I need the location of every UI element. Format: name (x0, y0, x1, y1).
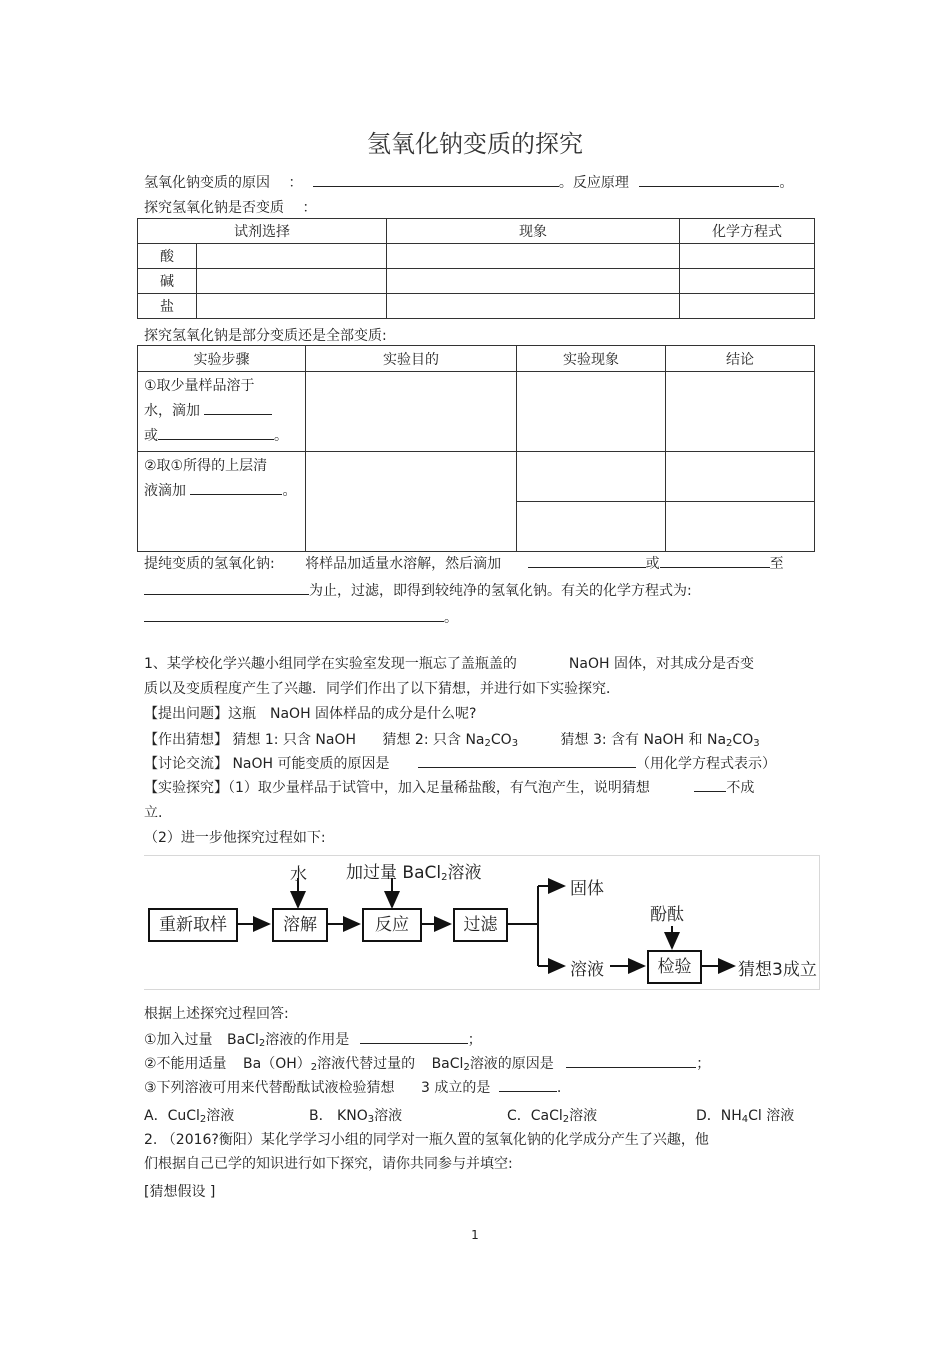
answer-1-a: ①加入过量 (144, 1032, 213, 1048)
sub: 2 (310, 1062, 318, 1073)
blank-step1-b (158, 426, 274, 440)
page-title: 氢氧化钠变质的探究 (367, 130, 583, 158)
section2-heading: 探究氢氧化钠是部分变质还是全部变质: (144, 328, 387, 344)
intro-line-2 (144, 197, 316, 217)
flow-diagram (144, 855, 820, 990)
q1-line-8: （2）进一步他探究过程如下: (144, 830, 326, 846)
step-2-text: 液滴加 (144, 483, 186, 499)
blank-answer-1 (360, 1030, 468, 1044)
answer-1-d: 溶液的作用是 (265, 1032, 350, 1048)
q2-line-2: 们根据自己已学的知识进行如下探究，请你共同参与并填空: (144, 1156, 513, 1172)
intro-text: 氢氧化钠变质的原因 (144, 175, 270, 191)
purify-end: 。 (444, 610, 458, 626)
header-step: 实验步骤 (138, 346, 306, 372)
blank-guess (694, 778, 726, 792)
intro-colon: ： (288, 175, 303, 191)
test-table (137, 218, 815, 319)
q1-text-b: NaOH 固体，对其成分是否变 (568, 656, 754, 672)
cell-empty (666, 372, 815, 452)
purify-to: 至 (769, 556, 784, 572)
cell-empty (306, 372, 517, 452)
q1-line-6 (144, 777, 754, 797)
answer-3-a: ③下列溶液可用来代替酚酞试液检验猜想 (144, 1080, 395, 1096)
step-1-or: 或 (144, 428, 158, 444)
guess-1: 【作出猜想】 猜想 1: 只含 NaOH (144, 732, 357, 748)
answers-intro: 根据上述探究过程回答: (144, 1006, 289, 1022)
answer-2 (144, 1053, 710, 1073)
step-1-line-3 (144, 424, 299, 449)
sub: 2 (441, 872, 448, 883)
blank-purify-eq (144, 608, 444, 622)
box-filter: 过滤 (453, 908, 508, 942)
sub: 3 (753, 738, 760, 749)
label-phenol: 酚酞 (650, 905, 684, 925)
experiment-1: 【实验探究】（1）取少量样品于试管中，加入足量稀盐酸，有气泡产生，说明猜想 (144, 780, 650, 796)
cell-empty (387, 294, 680, 319)
box-resample: 重新取样 (148, 908, 238, 942)
row-base: 碱 (138, 269, 197, 294)
q1-text: 1、某学校化学兴趣小组同学在实验室发现一瓶忘了盖瓶盖的 (144, 656, 517, 672)
answer-2-b: Ba（OH） (243, 1056, 311, 1072)
intro-text-2: 探究氢氧化钠是否变质 (144, 200, 284, 216)
intro-end: 。 (779, 175, 794, 191)
option-b-text: B． KNO (309, 1108, 368, 1124)
bacl2-tail: 溶液 (447, 863, 482, 883)
guess-3-b: CO (732, 732, 754, 748)
option-b-tail: 溶液 (374, 1108, 403, 1124)
option-a[interactable] (144, 1105, 234, 1125)
q2-line-3: [猜想假设 ] (144, 1184, 216, 1200)
intro-principle-label: 。反应原理 (558, 175, 629, 191)
purify-line-2 (144, 580, 692, 600)
answer-1-b: BaCl (227, 1032, 259, 1048)
label-solid: 固体 (570, 879, 604, 899)
answer-1 (144, 1029, 482, 1049)
option-d-text: D．NH (696, 1108, 742, 1124)
label-solution: 溶液 (570, 960, 604, 980)
guess-3: 猜想 3: 含有 NaOH 和 Na (560, 732, 727, 748)
answer-3 (144, 1077, 561, 1097)
q1-line-4 (144, 729, 760, 749)
step-2-line-2 (144, 479, 299, 504)
sub: 3 (511, 738, 519, 749)
step-1 (138, 372, 306, 452)
intro-colon-2: ： (302, 200, 317, 216)
q1-question: NaOH 固体样品的成分是什么呢? (270, 706, 477, 722)
sub: 2 (258, 1038, 266, 1049)
blank-principle (639, 173, 779, 187)
sub: 2 (726, 738, 733, 749)
q1-line-1 (144, 653, 754, 673)
blank-cause (313, 173, 559, 187)
header-purpose: 实验目的 (306, 346, 517, 372)
blank-purify-c (144, 581, 309, 595)
blank-purify-a (528, 554, 646, 568)
purify-or: 或 (645, 556, 660, 572)
answer-2-g: 溶液的原因是 (469, 1056, 554, 1072)
step-2-line-1: ②取①所得的上层清 (144, 458, 268, 474)
purify-text: 将样品加适量水溶解，然后滴加 (305, 556, 502, 572)
blank-step2 (190, 481, 282, 495)
cell-empty (680, 269, 815, 294)
cell-empty (387, 269, 680, 294)
cell-empty (517, 372, 666, 452)
label-water: 水 (290, 865, 307, 885)
q1-line-7: 立. (144, 805, 163, 821)
sub: 3 (367, 1114, 375, 1125)
header-equation: 化学方程式 (680, 219, 815, 244)
blank-step1-a (204, 401, 272, 415)
row-acid: 酸 (138, 244, 197, 269)
guess-2: 猜想 2: 只含 Na (382, 732, 485, 748)
cell-empty (517, 502, 666, 552)
sub: 2 (562, 1114, 570, 1125)
purify-label: 提纯变质的氢氧化钠: (144, 556, 275, 572)
q1-line-5 (144, 753, 776, 773)
answer-2-end: ； (696, 1056, 711, 1072)
sub: 4 (741, 1114, 749, 1125)
header-phenomenon: 现象 (387, 219, 680, 244)
label-result: 猜想3成立 (738, 960, 817, 980)
sub: 2 (199, 1114, 207, 1125)
option-b[interactable] (309, 1105, 402, 1125)
cell-empty (666, 452, 815, 502)
step-1-text: 水，滴加 (144, 403, 200, 419)
q1-line-2: 质以及变质程度产生了兴趣．同学们作出了以下猜想，并进行如下实验探究． (144, 681, 620, 697)
cell-empty (387, 244, 680, 269)
header-conclusion: 结论 (666, 346, 815, 372)
option-c[interactable] (507, 1105, 597, 1125)
answer-2-a: ②不能用适量 (144, 1056, 227, 1072)
cell-empty (517, 452, 666, 502)
label-bacl2 (346, 858, 481, 883)
experiment-1-b: 不成 (726, 780, 755, 796)
q2-line-1: 2. （2016?衡阳）某化学学习小组的同学对一瓶久置的氢氧化钠的化学成分产生了兴趣，他 (144, 1132, 709, 1148)
purify-line-3 (144, 607, 458, 627)
step-1-line-1: ①取少量样品溶于 (144, 378, 255, 394)
experiment-table (137, 345, 815, 552)
blank-purify-b (660, 554, 770, 568)
answer-1-end: ； (467, 1032, 482, 1048)
sub: 2 (463, 1062, 470, 1073)
step-1-end: 。 (274, 428, 288, 444)
header-reagent: 试剂选择 (138, 219, 387, 244)
guess-2-b: CO (490, 732, 512, 748)
q1-line-3 (144, 703, 476, 723)
answer-2-d: 溶液代替过量的 (317, 1056, 416, 1072)
cell-empty (680, 244, 815, 269)
discussion-note: （用化学方程式表示） (635, 756, 776, 772)
option-d[interactable] (696, 1105, 794, 1125)
option-a-text: A．CuCl (144, 1108, 200, 1124)
option-c-text: C．CaCl (507, 1108, 563, 1124)
cell-empty (680, 294, 815, 319)
page-number: 1 (471, 1228, 479, 1242)
box-dissolve: 溶解 (272, 908, 328, 942)
row-salt: 盐 (138, 294, 197, 319)
discussion: 【讨论交流】 NaOH 可能变质的原因是 (144, 756, 390, 772)
box-test: 检验 (647, 950, 702, 984)
step-2-end: 。 (282, 483, 297, 499)
option-c-tail: 溶液 (569, 1108, 598, 1124)
blank-answer-2 (566, 1054, 696, 1068)
option-a-tail: 溶液 (206, 1108, 235, 1124)
answer-3-b: 3 成立的是 (421, 1080, 491, 1096)
answer-2-e: BaCl (431, 1056, 464, 1072)
cell-empty (197, 269, 387, 294)
cell-empty (306, 452, 517, 552)
step-2 (138, 452, 306, 552)
q1-question-label: 【提出问题】这瓶 (144, 706, 256, 722)
cell-empty (197, 294, 387, 319)
purify-line-1 (144, 553, 784, 573)
step-1-line-2 (144, 399, 299, 424)
blank-answer-3 (499, 1078, 557, 1092)
sub: 2 (484, 738, 491, 749)
cell-empty (666, 502, 815, 552)
bacl2-text: 加过量 BaCl (346, 863, 442, 883)
answer-3-end: . (556, 1080, 562, 1096)
box-react: 反应 (362, 908, 422, 942)
blank-equation (418, 754, 636, 768)
cell-empty (197, 244, 387, 269)
purify-text-2: 为止，过滤，即得到较纯净的氢氧化钠。有关的化学方程式为: (309, 583, 692, 599)
header-observation: 实验现象 (517, 346, 666, 372)
option-d-tail: Cl 溶液 (748, 1108, 795, 1124)
intro-line-1 (144, 172, 793, 192)
